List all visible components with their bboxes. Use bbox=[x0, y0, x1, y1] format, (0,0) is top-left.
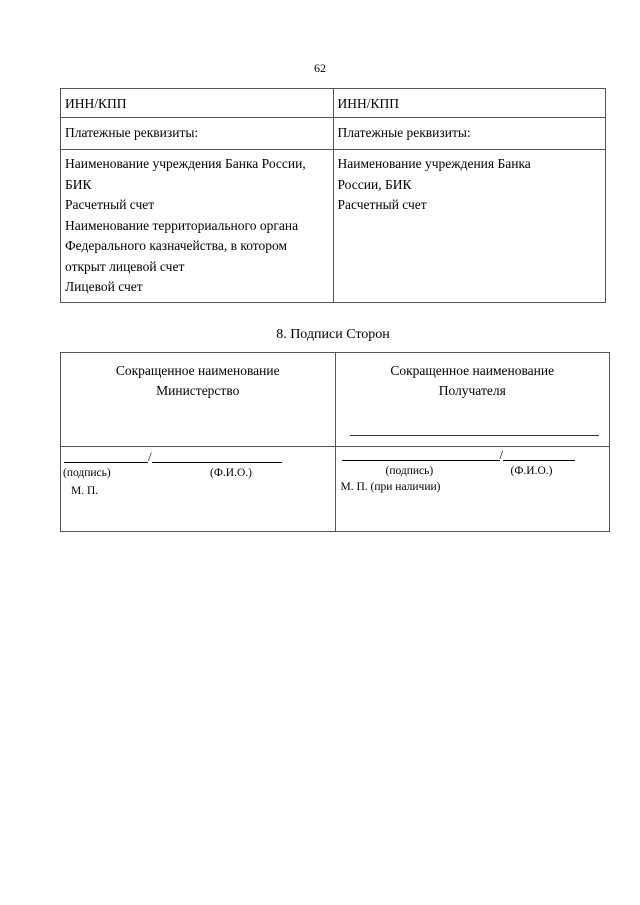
recipient-heading-cell bbox=[335, 353, 610, 447]
page-number: 62 bbox=[314, 61, 326, 75]
requisites-table bbox=[60, 88, 606, 303]
detail-line: Наименование учреждения Банка России, bbox=[65, 156, 306, 171]
ministry-heading-line1: Сокращенное наименование bbox=[115, 363, 280, 378]
recipient-signature-line[interactable] bbox=[342, 448, 500, 461]
left-inn-kpp: ИНН/КПП bbox=[61, 89, 334, 118]
ministry-stamp-label: М. П. bbox=[71, 485, 99, 497]
left-bank-details bbox=[61, 150, 334, 303]
left-payment-details-label: Платежные реквизиты: bbox=[61, 118, 334, 150]
right-payment-details-label: Платежные реквизиты: bbox=[333, 118, 606, 150]
detail-line: открыт лицевой счет bbox=[65, 258, 185, 274]
ministry-heading-cell bbox=[61, 353, 336, 447]
detail-line: России, БИК bbox=[337, 176, 412, 192]
detail-line: Федерального казначейства, в котором bbox=[65, 238, 288, 253]
recipient-name-label: (Ф.И.О.) bbox=[510, 465, 553, 477]
detail-line: Расчетный счет bbox=[337, 197, 427, 212]
recipient-heading-line2: Получателя bbox=[438, 383, 506, 398]
right-bank-details bbox=[333, 150, 606, 303]
recipient-heading-line1: Сокращенное наименование bbox=[390, 363, 555, 378]
recipient-name-line[interactable] bbox=[503, 448, 575, 461]
signature-slash: / bbox=[148, 449, 152, 464]
section-title: 8. Подписи Сторон bbox=[276, 327, 390, 342]
ministry-signature-cell bbox=[61, 447, 336, 532]
ministry-name-line[interactable] bbox=[152, 450, 282, 463]
ministry-signature-line[interactable] bbox=[64, 450, 148, 463]
recipient-name-line[interactable] bbox=[350, 435, 600, 436]
right-inn-kpp: ИНН/КПП bbox=[333, 89, 606, 118]
detail-line: Наименование территориального органа bbox=[65, 217, 299, 233]
detail-line: Наименование учреждения Банка bbox=[337, 156, 531, 171]
detail-line: Расчетный счет bbox=[65, 197, 155, 212]
detail-line: Лицевой счет bbox=[65, 279, 143, 294]
ministry-name-label: (Ф.И.О.) bbox=[210, 467, 252, 479]
recipient-signature-label: (подпись) bbox=[385, 465, 434, 477]
signatures-table bbox=[60, 352, 610, 532]
recipient-signature-cell bbox=[335, 447, 610, 532]
signature-slash: / bbox=[499, 447, 504, 462]
recipient-stamp-label: М. П. (при наличии) bbox=[340, 481, 441, 493]
detail-line: БИК bbox=[65, 176, 92, 192]
ministry-heading-line2: Министерство bbox=[156, 383, 240, 398]
ministry-signature-label: (подпись) bbox=[63, 467, 111, 479]
